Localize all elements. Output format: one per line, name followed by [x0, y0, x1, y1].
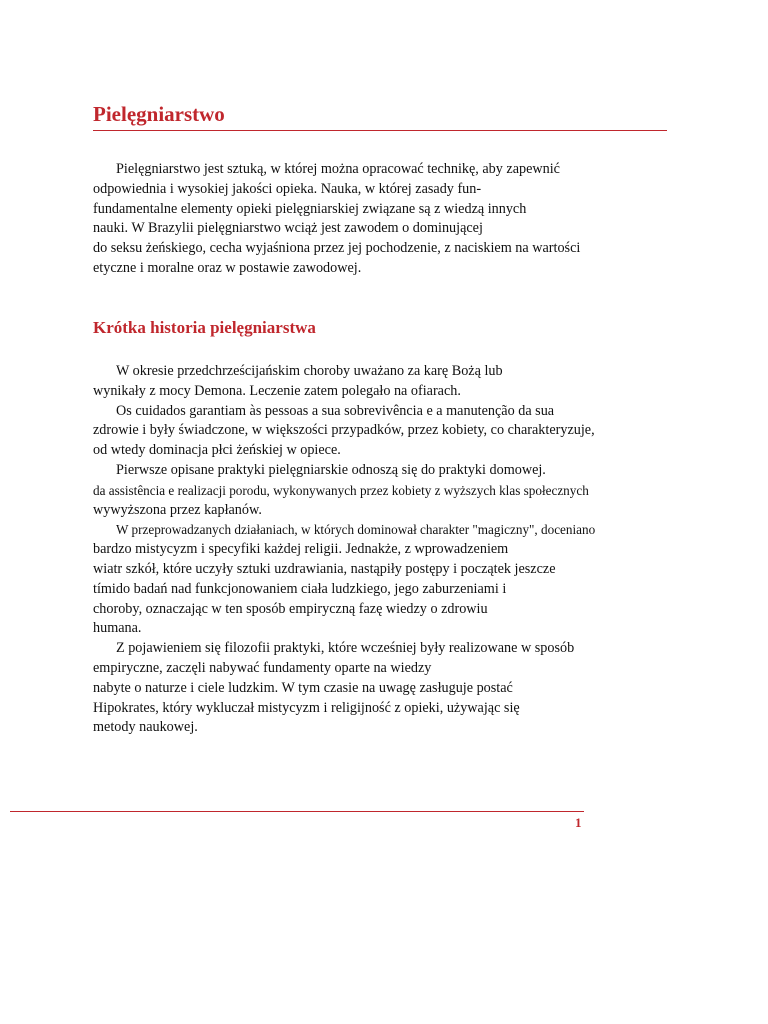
text-line: W okresie przedchrześcijańskim choroby uważano za karę Bożą lub	[116, 363, 503, 379]
section-heading: Krótka historia pielęgniarstwa	[93, 318, 316, 337]
text-line: Pierwsze opisane praktyki pielęgniarskie odnoszą się do praktyki domowej.	[116, 461, 546, 478]
text-line: fundamentalne elementy opieki pielęgniarskiej związane są z wiedzą innych	[93, 200, 527, 217]
text-line: od wtedy dominacja płci żeńskiej w opiece.	[93, 442, 341, 459]
text-line: do seksu żeńskiego, cecha wyjaśniona przez jej pochodzenie, z naciskiem na wartości	[93, 240, 581, 257]
title-divider	[93, 130, 667, 131]
text-line: Os cuidados garantiam às pessoas a sua sobrevivência e a manutenção da sua	[116, 402, 555, 419]
text-line: nabyte o naturze i ciele ludzkim. W tym czasie na uwagę zasługuje postać	[93, 679, 513, 696]
text-line: W przeprowadzanych działaniach, w których dominował charakter "magiczny", doceniano	[116, 522, 596, 538]
text-line: nauki. W Brazylii pielęgniarstwo wciąż jest zawodem o dominującej	[93, 220, 483, 237]
text-line: tímido badań nad funkcjonowaniem ciała ludzkiego, jego zaburzeniami i	[93, 580, 507, 597]
text-line: wynikały z mocy Demona. Leczenie zatem polegało na ofiarach.	[93, 382, 461, 399]
text-line: da assistência e realizacji porodu, wykonywanych przez kobiety z wyższych klas społecznych	[93, 482, 589, 498]
text-line: Hipokrates, który wykluczał mistycyzm i religijność z opieki, używając się	[93, 699, 520, 716]
text-line: etyczne i moralne oraz w postawie zawodowej.	[93, 259, 362, 276]
text-line: Pielęgniarstwo jest sztuką, w której można opracować technikę, aby zapewnić	[116, 161, 560, 177]
text-line: humana.	[93, 620, 142, 637]
text-line: empiryczne, zaczęli nabywać fundamenty oparte na wiedzy	[93, 659, 432, 676]
page-number: 1	[575, 815, 582, 830]
text-line: odpowiednia i wysokiej jakości opieka. Nauka, w której zasady fun-	[93, 180, 482, 197]
footer-divider	[10, 811, 584, 812]
intro-paragraph	[93, 160, 673, 279]
text-line: Z pojawieniem się filozofii praktyki, które wcześniej były realizowane w sposób	[116, 640, 575, 657]
text-line: metody naukowej.	[93, 719, 198, 736]
text-line: bardzo mistycyzm i specyfiki każdej religii. Jednakże, z wprowadzeniem	[93, 541, 509, 558]
text-line: zdrowie i były świadczone, w większości przypadków, przez kobiety, co charakteryzuje,	[93, 422, 595, 439]
text-line: wywyższona przez kapłanów.	[93, 501, 262, 518]
text-line: choroby, oznaczając w ten sposób empiryczną fazę wiedzy o zdrowiu	[93, 600, 488, 617]
page-title: Pielęgniarstwo	[93, 102, 225, 126]
text-line: wiatr szkół, które uczyły sztuki uzdrawiania, nastąpiły postępy i początek jeszcze	[93, 560, 556, 577]
history-section	[93, 362, 673, 738]
